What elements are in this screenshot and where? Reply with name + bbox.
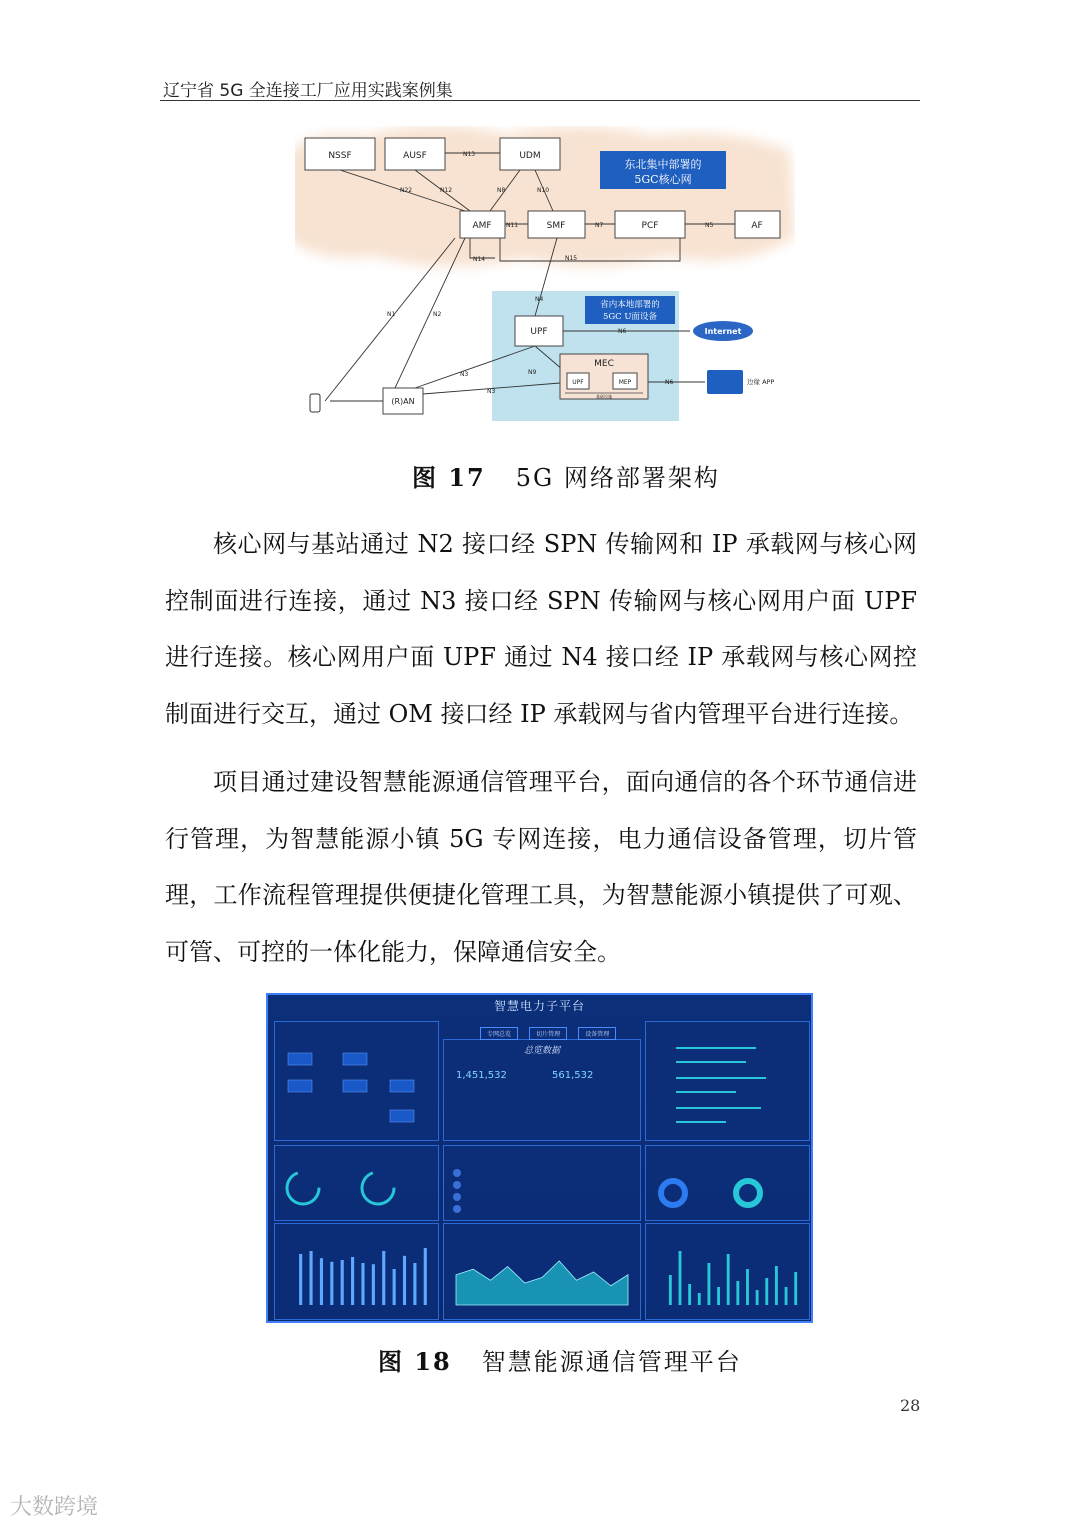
- topo-node: [288, 1053, 312, 1065]
- label-n6a: N6: [618, 328, 627, 335]
- label-n7: N7: [595, 222, 604, 229]
- figure18-caption: [378, 1342, 742, 1377]
- node-mep: MEP: [618, 379, 632, 386]
- node-af: AF: [751, 221, 763, 231]
- tab-overview[interactable]: 专网总览: [480, 1027, 518, 1040]
- internet-label: Internet: [704, 327, 742, 336]
- topo-node: [343, 1080, 367, 1092]
- figure17-caption-text: 5G 网络部署架构: [515, 464, 720, 492]
- tab-device[interactable]: 设备管理: [578, 1027, 616, 1040]
- label-n3a: N3: [460, 371, 469, 378]
- bar-mark: [775, 1266, 778, 1305]
- donut-1: [661, 1181, 685, 1205]
- label-n6b: N6: [665, 379, 674, 386]
- bar-mark: [727, 1254, 730, 1305]
- node-nssf: NSSF: [328, 151, 352, 161]
- list-dot: [453, 1193, 461, 1201]
- list-dot: [453, 1169, 461, 1177]
- bar-mark: [679, 1251, 682, 1305]
- node-smf: SMF: [546, 221, 566, 231]
- label-n5: N5: [705, 222, 714, 229]
- bar-mark: [785, 1287, 788, 1305]
- bar-mark: [794, 1272, 797, 1305]
- topo-node: [288, 1080, 312, 1092]
- node-amf: AMF: [472, 221, 492, 231]
- progress-bar: [676, 1047, 756, 1049]
- list-dot: [453, 1205, 461, 1213]
- progress-bar: [676, 1077, 766, 1079]
- label-n1: N1: [387, 311, 396, 318]
- node-mec: MEC: [594, 359, 614, 369]
- label-n15: N15: [565, 255, 578, 262]
- bar-mark: [393, 1269, 396, 1305]
- bar-mark: [669, 1275, 672, 1305]
- figure18-caption-num: 图 18: [378, 1347, 452, 1376]
- network-architecture-diagram: [295, 126, 795, 426]
- topo-node: [390, 1080, 414, 1092]
- label-n9: N9: [528, 369, 537, 376]
- label-n4: N4: [535, 296, 544, 303]
- figure18-caption-text: 智慧能源通信管理平台: [481, 1348, 742, 1376]
- bar-mark: [403, 1256, 406, 1305]
- gauge-2: [362, 1172, 394, 1204]
- dashboard-title: 智慧电力子平台: [493, 999, 585, 1013]
- bar-mark: [382, 1251, 385, 1305]
- paragraph-1: [165, 516, 917, 742]
- edge-app-icon: [707, 370, 743, 394]
- label-n10: N10: [537, 187, 550, 194]
- bar-mark: [698, 1293, 701, 1305]
- progress-bar: [676, 1061, 746, 1063]
- node-upf: UPF: [530, 327, 548, 337]
- bar-mark: [351, 1257, 354, 1305]
- bar-mark: [688, 1284, 691, 1305]
- label-n13: N13: [463, 151, 476, 158]
- label-n11: N11: [506, 222, 519, 229]
- bar-mark: [341, 1260, 344, 1305]
- topo-node: [343, 1053, 367, 1065]
- bar-mark: [372, 1264, 375, 1305]
- bar-mark: [299, 1254, 302, 1305]
- bar-mark: [746, 1269, 749, 1305]
- bar-mark: [736, 1281, 739, 1305]
- list-dot: [453, 1181, 461, 1189]
- running-header: 辽宁省 5G 全连接工厂应用实践案例集: [163, 81, 453, 101]
- bar-mark: [424, 1248, 427, 1305]
- topo-node: [390, 1110, 414, 1122]
- bar-mark: [413, 1263, 416, 1305]
- donut-2: [736, 1181, 760, 1205]
- node-upf-inner: UPF: [572, 379, 584, 386]
- dashboard-graphics: [268, 995, 811, 1321]
- bar-mark: [707, 1263, 710, 1305]
- page-number: 28: [900, 1396, 921, 1415]
- label-n2: N2: [433, 311, 442, 318]
- gauge-1: [287, 1172, 319, 1204]
- paragraph-2: [165, 754, 917, 980]
- bar-mark: [756, 1290, 759, 1305]
- dashboard-screenshot: [266, 993, 813, 1323]
- label-n12: N12: [440, 187, 453, 194]
- node-ausf: AUSF: [403, 151, 427, 161]
- paragraph-1-text: 核心网与基站通过 N2 接口经 SPN 传输网和 IP 承载网与核心网控制面进行连接，通过 N3 接口经 SPN 传输网与核心网用户面 UPF 进行连接。核心网用户面 UPF 通过 N4 接口经 IP 承载网与核心网控制面进行交互，通过 OM 接口经 IP 承载网与省内管理平台进行连接。: [165, 530, 917, 728]
- local-label-1: 省内本地部署的: [600, 300, 660, 310]
- bar-mark: [717, 1287, 720, 1305]
- bar-mark: [310, 1251, 313, 1305]
- label-n22: N22: [400, 187, 413, 194]
- bar-mark: [330, 1262, 333, 1305]
- edge-app-label: 边缘 APP: [747, 378, 775, 386]
- progress-bar: [676, 1091, 736, 1093]
- node-udm: UDM: [519, 151, 541, 161]
- watermark: 大数跨境: [10, 1495, 99, 1520]
- bar-mark: [320, 1258, 323, 1305]
- overview-stat-1: 1,451,532: [456, 1070, 507, 1081]
- figure17-caption: [412, 458, 720, 493]
- core-label-2: 5GC核心网: [634, 173, 692, 186]
- area-series: [456, 1261, 628, 1305]
- node-pcf: PCF: [641, 221, 659, 231]
- bar-mark: [765, 1278, 768, 1305]
- label-n3b: N3: [487, 388, 496, 395]
- label-n8: N8: [497, 187, 506, 194]
- progress-bar: [676, 1107, 761, 1109]
- node-infra: 基础设施: [596, 394, 612, 399]
- local-label-2: 5GC U面设备: [602, 312, 658, 322]
- node-ran: (R)AN: [391, 397, 415, 406]
- tab-slice[interactable]: 切片管理: [529, 1027, 567, 1040]
- bar-mark: [361, 1263, 364, 1305]
- overview-stat-2: 561,532: [552, 1070, 594, 1081]
- progress-bar: [676, 1121, 726, 1123]
- core-label-1: 东北集中部署的: [624, 158, 702, 171]
- header-rule: [160, 100, 920, 101]
- figure17-caption-num: 图 17: [412, 463, 486, 492]
- overview-heading: 总览数据: [523, 1046, 560, 1056]
- label-n14: N14: [473, 256, 486, 263]
- paragraph-2-text: 项目通过建设智慧能源通信管理平台，面向通信的各个环节通信进行管理，为智慧能源小镇 5G 专网连接，电力通信设备管理，切片管理，工作流程管理提供便捷化管理工具，为智慧能源小镇提供了可观、可管、可控的一体化能力，保障通信安全。: [165, 768, 917, 966]
- phone-icon: [310, 394, 320, 412]
